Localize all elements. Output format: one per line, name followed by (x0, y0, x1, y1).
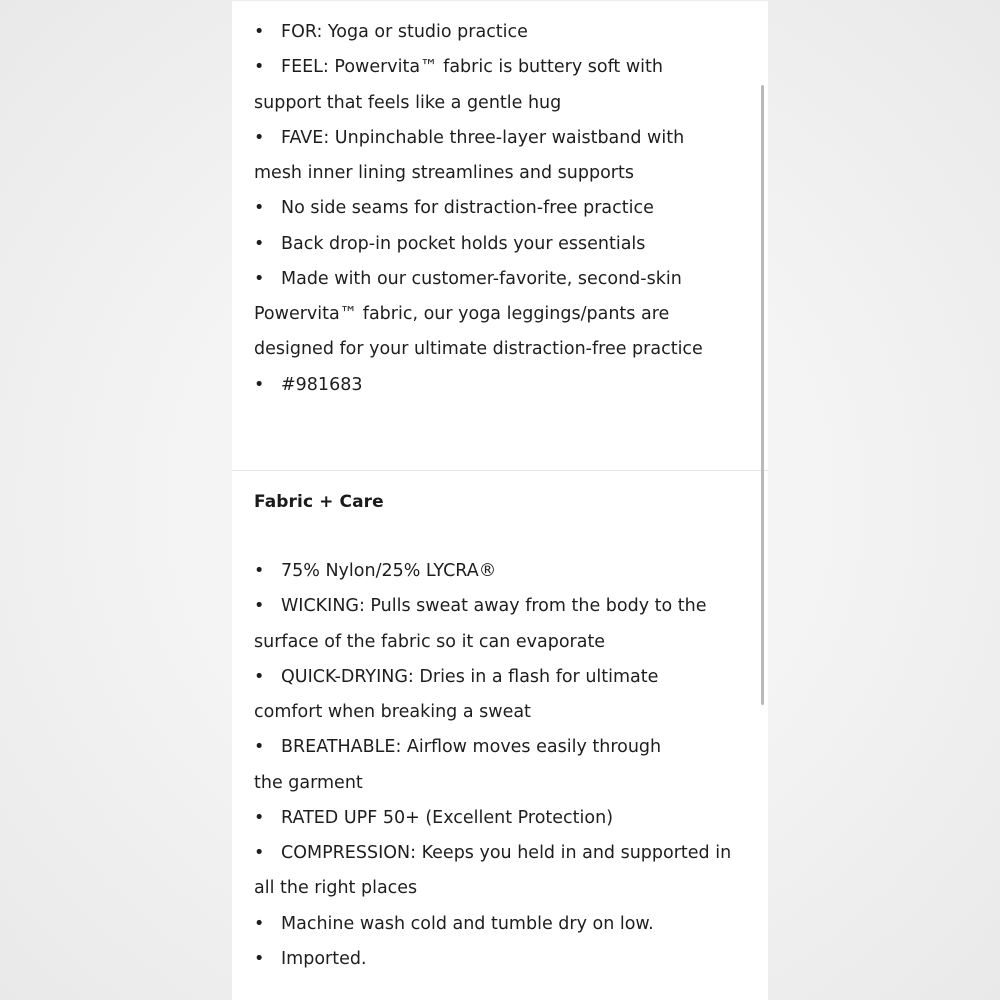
bullet-icon: • (254, 127, 265, 148)
list-item-continuation (254, 766, 754, 801)
list-item-text: QUICK-DRYING: Dries in a flash for ultimate (281, 666, 659, 687)
list-item (254, 227, 754, 262)
list-item-text: #981683 (281, 374, 363, 395)
bullet-icon: • (254, 561, 265, 581)
bullet-icon: • (254, 57, 265, 78)
list-item-continuation (254, 156, 754, 191)
bullet-icon: • (254, 596, 265, 617)
list-item-text: COMPRESSION: Keeps you held in and supported in (281, 843, 732, 863)
list-item-text: designed for your ultimate distraction-free practice (254, 339, 703, 360)
list-item (254, 262, 754, 297)
list-item-text: Imported. (281, 948, 367, 969)
bullet-icon: • (254, 268, 265, 289)
list-item-text: 75% Nylon/25% LYCRA® (281, 561, 497, 581)
list-item-text: Made with our customer-favorite, second-skin (281, 268, 682, 289)
bullet-icon: • (254, 666, 265, 687)
list-item-text: No side seams for distraction-free practice (281, 198, 654, 219)
list-item-style-number (254, 368, 754, 403)
list-item (254, 836, 754, 871)
list-item-text: WICKING: Pulls sweat away from the body to the (281, 596, 707, 617)
list-item-continuation (254, 86, 754, 121)
bullet-icon: • (254, 948, 265, 969)
list-item-text: FEEL: Powervita™ fabric is buttery soft with (281, 57, 663, 78)
vertical-scrollbar[interactable] (761, 85, 764, 705)
list-item-continuation (254, 332, 754, 367)
bullet-icon: • (254, 913, 265, 934)
list-item-text: Back drop-in pocket holds your essentials (281, 233, 646, 254)
list-item-text: FAVE: Unpinchable three-layer waistband with (281, 127, 685, 148)
product-features-section (232, 0, 768, 470)
bullet-icon: • (254, 233, 265, 254)
bullet-icon: • (254, 374, 265, 395)
list-item-text: the garment (254, 772, 363, 793)
list-item-continuation (254, 297, 754, 332)
list-item (254, 907, 754, 942)
bullet-icon: • (254, 22, 265, 42)
bullet-icon: • (254, 807, 265, 828)
list-item (254, 660, 754, 695)
fabric-care-list (254, 554, 754, 977)
list-item (254, 121, 754, 156)
list-item (254, 942, 754, 977)
bullet-icon: • (254, 198, 265, 219)
bullet-icon: • (254, 843, 265, 863)
list-item (254, 191, 754, 226)
list-item (254, 15, 754, 50)
bullet-icon: • (254, 737, 265, 758)
list-item-text: all the right places (254, 878, 418, 899)
list-item (254, 730, 754, 765)
list-item-text: mesh inner lining streamlines and supports (254, 163, 634, 183)
list-item-text: comfort when breaking a sweat (254, 702, 531, 722)
list-item (254, 589, 754, 624)
list-item (254, 801, 754, 836)
list-item-text: Powervita™ fabric, our yoga leggings/pants are (254, 304, 670, 324)
list-item-text: support that feels like a gentle hug (254, 92, 562, 113)
list-item-continuation (254, 695, 754, 730)
fabric-care-heading: Fabric + Care (254, 492, 384, 512)
list-item-text: Machine wash cold and tumble dry on low. (281, 913, 654, 934)
list-item-text: BREATHABLE: Airflow moves easily through (281, 737, 662, 758)
list-item-text: FOR: Yoga or studio practice (281, 22, 528, 42)
list-item-continuation (254, 871, 754, 906)
list-item-text: RATED UPF 50+ (Excellent Protection) (281, 807, 614, 828)
product-details-panel (232, 0, 768, 1000)
product-features-list (254, 15, 754, 403)
list-item (254, 50, 754, 85)
list-item-text: surface of the fabric so it can evaporate (254, 631, 606, 652)
list-item-continuation (254, 625, 754, 660)
list-item (254, 554, 754, 589)
